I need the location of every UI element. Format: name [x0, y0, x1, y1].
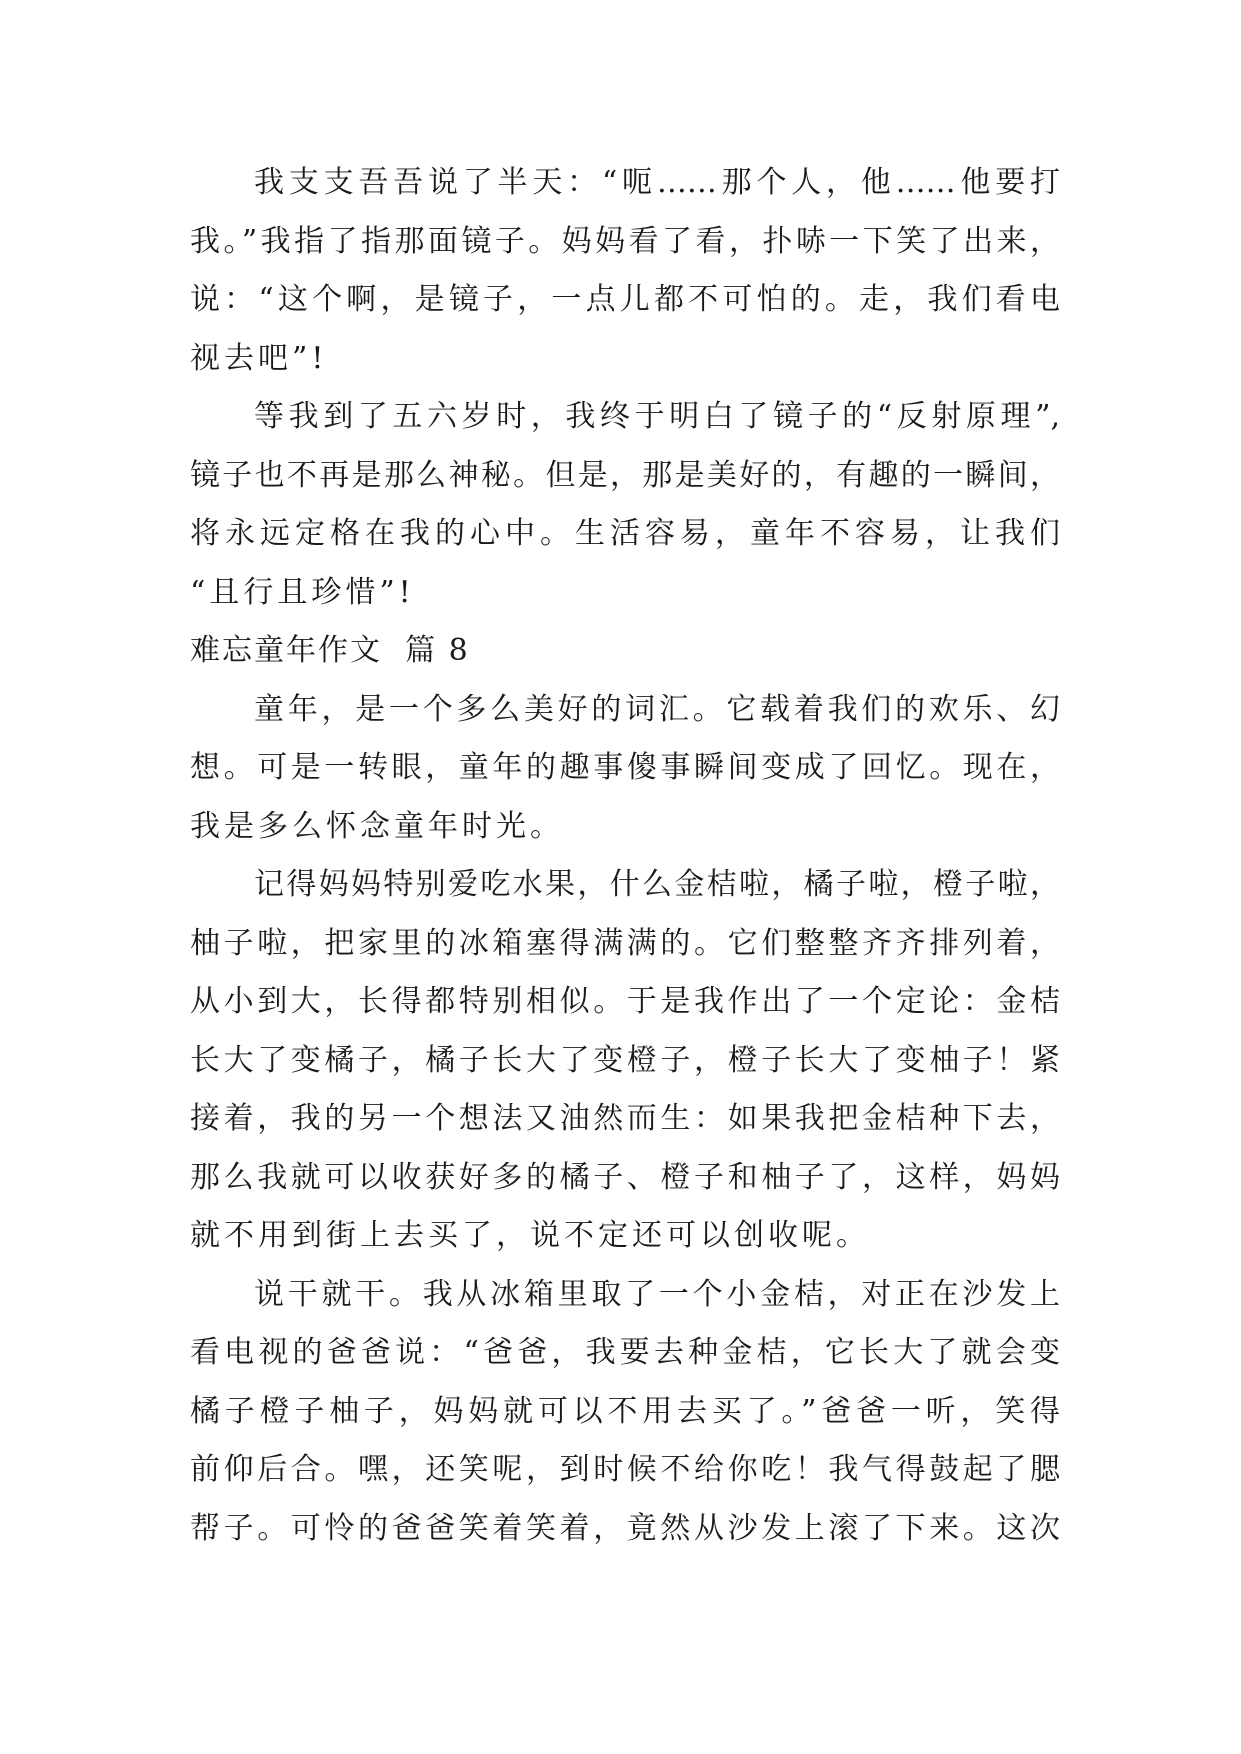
text-line: 就不用到街上去买了，说不定还可以创收呢。	[190, 1218, 870, 1253]
text-line: 长大了变橘子，橘子长大了变橙子，橙子长大了变柚子！紧	[190, 1042, 1060, 1078]
text-line: 我。”我指了指那面镜子。妈妈看了看，扑哧一下笑了出来，	[190, 223, 1060, 259]
text-line: 说：“这个啊，是镜子，一点儿都不可怕的。走，我们看电	[190, 282, 1060, 317]
text-line: 视去吧”!	[190, 340, 328, 376]
text-line: 我支支吾吾说了半天：“呃……那个人，他……他要打	[254, 165, 1060, 200]
text-line: 橘子橙子柚子，妈妈就可以不用去买了。”爸爸一听，笑得	[190, 1393, 1060, 1429]
text-line: 将永远定格在我的心中。生活容易，童年不容易，让我们	[190, 516, 1060, 551]
text-line: 等我到了五六岁时，我终于明白了镜子的“反射原理”,	[254, 399, 1060, 434]
text-line: 镜子也不再是那么神秘。但是，那是美好的，有趣的一瞬间，	[190, 457, 1060, 493]
text-line: 童年，是一个多么美好的词汇。它载着我们的欢乐、幻	[254, 691, 1060, 727]
text-line: 前仰后合。嘿，还笑呢，到时候不给你吃！我气得鼓起了腮	[190, 1452, 1060, 1487]
paragraph-reflection-principle	[190, 388, 1060, 622]
paragraph-planting-kumquat	[190, 1266, 1060, 1559]
document-body	[190, 154, 1060, 1558]
paragraph-mirror-dialogue	[190, 154, 1060, 388]
text-line: 说干就干。我从冰箱里取了一个小金桔，对正在沙发上	[254, 1276, 1060, 1312]
text-line: 想。可是一转眼，童年的趣事傻事瞬间变成了回忆。现在，	[190, 750, 1060, 785]
text-line: 柚子啦，把家里的冰箱塞得满满的。它们整整齐齐排列着，	[190, 925, 1060, 961]
text-line: 我是多么怀念童年时光。	[190, 808, 564, 844]
text-line: 接着，我的另一个想法又油然而生：如果我把金桔种下去，	[190, 1101, 1060, 1136]
section-heading: 难忘童年作文 篇 8	[190, 633, 470, 668]
text-line: 帮子。可怜的爸爸笑着笑着，竟然从沙发上滚了下来。这次	[190, 1510, 1060, 1546]
text-line: 那么我就可以收获好多的橘子、橙子和柚子了，这样，妈妈	[190, 1159, 1060, 1195]
text-line: 看电视的爸爸说：“爸爸，我要去种金桔，它长大了就会变	[190, 1335, 1060, 1370]
text-line: 记得妈妈特别爱吃水果，什么金桔啦，橘子啦，橙子啦，	[254, 867, 1060, 902]
text-line: 从小到大，长得都特别相似。于是我作出了一个定论：金桔	[190, 984, 1060, 1019]
text-line: “且行且珍惜”!	[190, 574, 415, 610]
paragraph-fruit-theory	[190, 856, 1060, 1266]
paragraph-childhood-intro	[190, 681, 1060, 857]
